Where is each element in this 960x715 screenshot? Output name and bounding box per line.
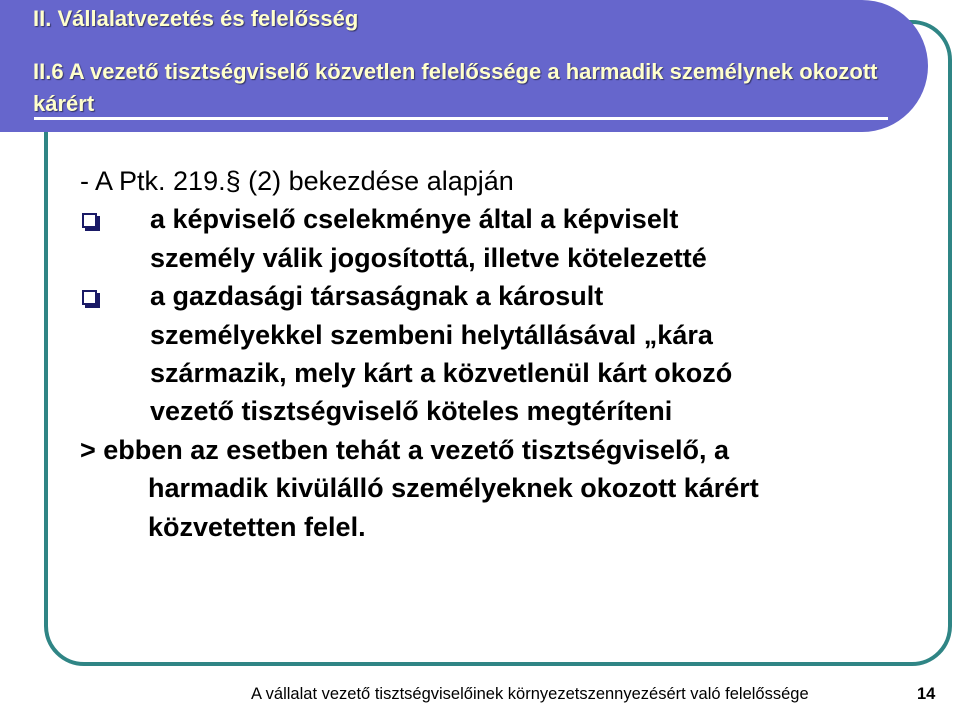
page-number: 14 <box>917 685 936 703</box>
intro-line: - A Ptk. 219.§ (2) bekezdése alapján <box>80 166 514 196</box>
bullet-item-2 <box>80 277 920 431</box>
bullet-line: vezető tisztségviselő köteles megtéríteni <box>150 396 673 427</box>
bullet-line: személyekkel szembeni helytállásával „kára <box>150 319 713 350</box>
bullet-item-1 <box>80 200 920 277</box>
checkbox-bullet-icon <box>82 290 97 305</box>
conclusion-line: harmadik kivülálló személyeknek okozott kárért <box>148 473 759 504</box>
title-banner <box>0 0 928 132</box>
bullet-line: származik, mely kárt a közvetlenül kárt okozó <box>150 358 733 389</box>
bullet-line: a képviselő cselekménye által a képviselt <box>150 204 679 235</box>
slide-title: II. Vállalatvezetés és felelősség <box>33 6 359 31</box>
conclusion-line: > ebben az esetben tehát a vezető tisztségviselő, a <box>80 434 729 465</box>
conclusion-line: közvetetten felel. <box>148 511 366 542</box>
slide-subtitle: II.6 A vezető tisztségviselő közvetlen felelőssége a harmadik személynek okozott kárért <box>33 59 878 116</box>
footer-text: A vállalat vezető tisztségviselőinek környezetszennyezésért való felelőssége <box>251 685 809 703</box>
bullet-line: a gazdasági társaságnak a károsult <box>150 281 604 312</box>
checkbox-bullet-icon <box>82 213 97 228</box>
title-underline <box>34 117 888 120</box>
conclusion <box>80 431 920 546</box>
bullet-line: személy válik jogosítottá, illetve kötelezetté <box>150 242 707 273</box>
slide-footer <box>0 685 960 711</box>
slide-content <box>80 162 920 546</box>
